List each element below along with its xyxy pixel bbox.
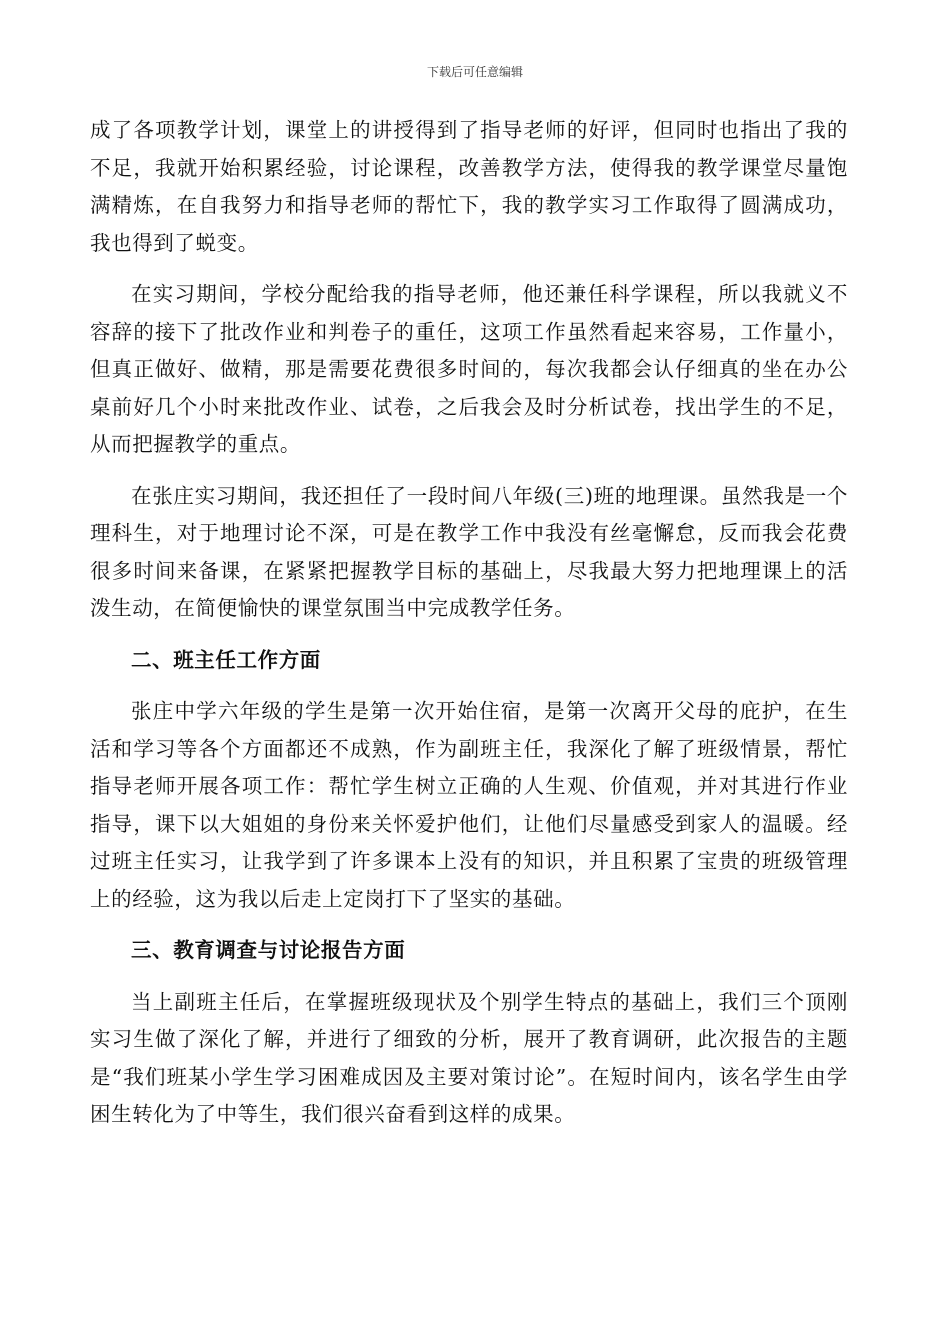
- paragraph-gap: [90, 262, 848, 276]
- paragraph-2: 在实习期间，学校分配给我的指导老师，他还兼任科学课程，所以我就义不容辞的接下了批改作业和判卷子的重任，这项工作虽然看起来容易，工作量小，但真正做好、做精，那是需要花费很多时间的，每次我都会认仔细真的坐在办公桌前好几个小时来批改作业、试卷，之后我会及时分析试卷，找出学生的不足，从而把握教学的重点。: [90, 282, 848, 456]
- paragraph-gap: [90, 628, 848, 642]
- paragraph-4: 张庄中学六年级的学生是第一次开始住宿，是第一次离开父母的庇护，在生活和学习等各个方面都还不成熟，作为副班主任，我深化了解了班级情景，帮忙指导老师开展各项工作：帮忙学生树立正确的人生观、价值观，并对其进行作业指导，课下以大姐姐的身份来关怀爱护他们，让他们尽量感受到家人的温暖。经过班主任实习，让我学到了许多课本上没有的知识，并且积累了宝贵的班级管理上的经验，这为我以后走上定岗打下了坚实的基础。: [90, 699, 848, 911]
- paragraph-5: 当上副班主任后，在掌握班级现状及个别学生特点的基础上，我们三个顶刚实习生做了深化了解，并进行了细致的分析，展开了教育调研，此次报告的主题是“我们班某小学生学习困难成因及主要对策讨论”。在短时间内，该名学生由学困生转化为了中等生，我们很兴奋看到这样的成果。: [90, 989, 848, 1126]
- page-header-note: 下载后可任意编辑: [426, 65, 523, 79]
- paragraph-gap: [90, 970, 848, 984]
- section-heading-2: 二、班主任工作方面: [131, 647, 321, 672]
- paragraph-3: 在张庄实习期间，我还担任了一段时间八年级(三)班的地理课。虽然我是一个理科生，对于地理讨论不深，可是在教学工作中我没有丝毫懈怠，反而我会花费很多时间来备课，在紧紧把握教学目标的基础上，尽我最大努力把地理课上的活泼生动，在简便愉快的课堂氛围当中完成教学任务。: [90, 483, 848, 620]
- paragraph-gap: [90, 918, 848, 932]
- section-heading-3: 三、教育调查与讨论报告方面: [131, 938, 406, 962]
- paragraph-1: 成了各项教学计划，课堂上的讲授得到了指导老师的好评，但同时也指出了我的不足，我就开始积累经验，讨论课程，改善教学方法，使得我的教学课堂尽量饱满精炼，在自我努力和指导老师的帮忙下，我的教学实习工作取得了圆满成功，我也得到了蜕变。: [90, 118, 848, 255]
- paragraph-gap: [90, 679, 848, 693]
- document-body: [90, 112, 848, 1134]
- paragraph-gap: [90, 464, 848, 478]
